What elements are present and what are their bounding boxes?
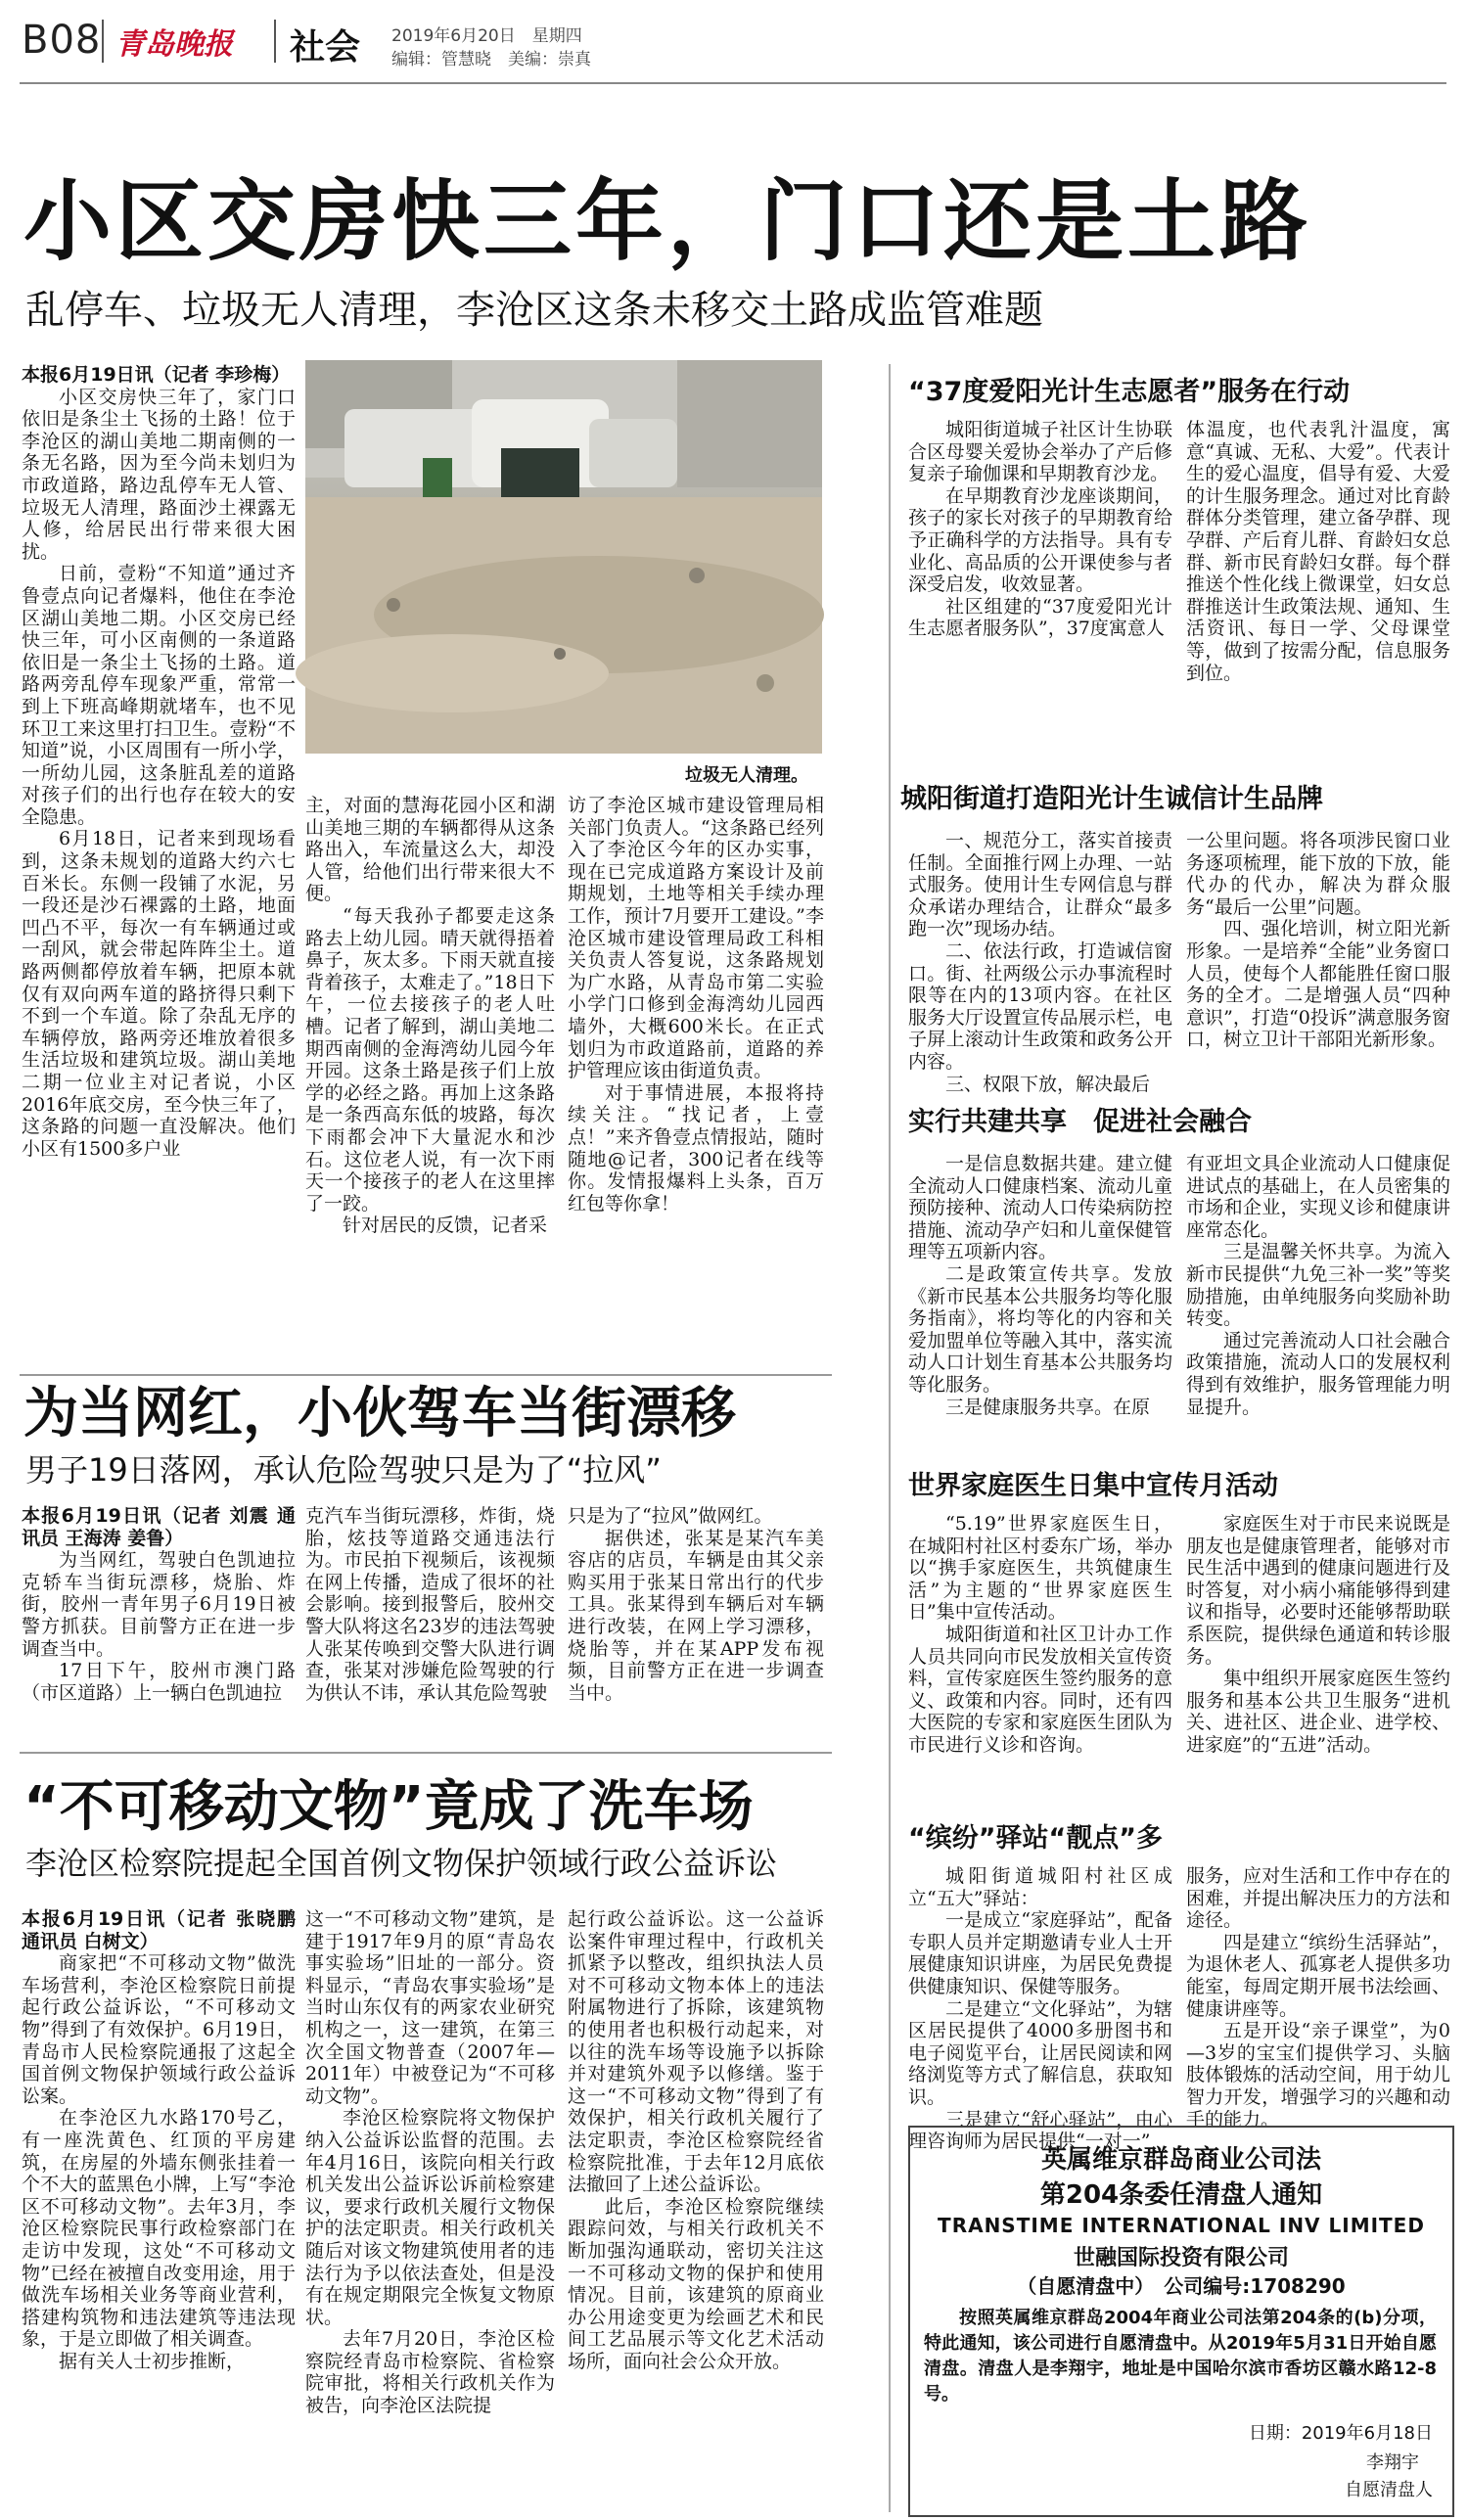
right-story2-title: 城阳街道打造阳光计生诚信计生品牌 [900, 784, 1323, 814]
paragraph: 三是健康服务共享。在原 [945, 1396, 1151, 1418]
paragraph: 这一“不可移动文物”建筑，是建于1917年9月的原“青岛农事实验场”旧址的一部分。资料显示，“青岛农事实验场”是当时山东仅有的两家农业研究机构之一，这一建筑，在第三次全国文物普查（2007年—2011年）中被登记为“不可移动文物”。 [305, 1908, 555, 2107]
paragraph: “每天我孙子都要走这条路去上幼儿园。晴天就得捂着鼻子，灰太多。下雨天就直接背着孩子，太难走了。”18日下午，一位去接孩子的老人吐槽。记者了解到，湖山美地二期西南侧的金海湾幼儿园今年开园。这条土路是孩子们上放学的必经之路。再加上这条路是一条西高东低的坡路，每次下雨都会冲下大量泥水和沙石。这位老人说，有一次下雨天一个接孩子的老人在这里摔了一跤。 [305, 904, 555, 1214]
paragraph: 商家把“不可移动文物”做洗车场营利，李沧区检察院日前提起行政公益诉讼，“不可移动文物”得到了有效保护。6月19日，青岛市人民检察院通报了这起全国首例文物保护领域行政公益诉讼案。 [22, 1952, 296, 2107]
paragraph: 城阳街道城阳村社区成立“五大”驿站： [908, 1865, 1172, 1909]
paragraph: 服务，应对生活和工作中存在的困难，并提出解决压力的方法和途径。 [1186, 1865, 1450, 1932]
right-story5-title: “缤纷”驿站“靓点”多 [908, 1823, 1163, 1854]
paragraph: 克汽车当街玩漂移，炸街，烧胎，炫技等道路交通违法行为。市民拍下视频后，该视频在网上传播，造成了很坏的社会影响。接到报警后，胶州交警大队将这名23岁的违法驾驶人张某传唤到交警大队进行调查，张某对涉嫌危险驾驶的行为供认不讳，承认其危险驾驶 [305, 1505, 555, 1704]
story1-column-3 [568, 795, 824, 1372]
paragraph: 在早期教育沙龙座谈期间，孩子的家长对孩子的早期教育给予正确科学的方法指导。具有专业化、高品质的公开课使参与者深受启发，收效显著。 [908, 484, 1172, 596]
paragraph: 此后，李沧区检察院继续跟踪问效，与相关行政机关不断加强沟通联动，密切关注这一不可移动文物的保护和使用情况。目前，该建筑的原商业办公用途变更为绘画艺术和民间工艺品展示等文化艺术活动场所，面向社会公众开放。 [568, 2195, 824, 2372]
notice-title-2: 第204条委任清盘人通知 [1039, 2180, 1323, 2210]
story1-column-2 [305, 795, 555, 1372]
byline: 本报6月19日讯（记者 张晓鹏 通讯员 白树文） [22, 1908, 296, 1952]
story3-headline: “不可移动文物”竟成了洗车场 [23, 1775, 754, 1839]
notice-title-1: 英属维京群岛商业公司法 [1040, 2145, 1321, 2175]
issue-date: 2019年6月20日 星期四 [391, 26, 582, 46]
paragraph: 城阳街道城子社区计生协联合区母婴关爱协会举办了产后修复亲子瑜伽课和早期教育沙龙。 [908, 419, 1172, 485]
paragraph: 只是为了“拉风”做网红。 [568, 1505, 773, 1527]
photo-illustration [305, 360, 822, 754]
paragraph: 据有关人士初步推断， [59, 2350, 246, 2372]
paragraph: 通过完善流动人口社会融合政策措施，流动人口的发展权利得到有效维护，服务管理能力明显提升。 [1186, 1329, 1450, 1418]
story3-column-2 [305, 1908, 555, 2515]
section-name: 社会 [290, 27, 361, 68]
paragraph: 访了李沧区城市建设管理局相关部门负责人。“这条路已经列入了李沧区今年的区办实事，现在已完成道路方案设计及前期规划，土地等相关手续办理工作，预计7月要开工建设。”李沧区城市建设管理局政工科相关负责人答复说，这条路规划为广水路，从青岛市第二实验小学门口修到金海湾幼儿园西墙外，大概600米长。在正式划归为市政道路前，道路的养护管理应该由街道负责。 [568, 795, 824, 1082]
byline: 本报6月19日讯（记者 刘震 通讯员 王海涛 姜鲁） [22, 1505, 296, 1549]
paragraph: 四是建立“缤纷生活驿站”，为退休老人、孤寡老人提供多功能室，每周定期开展书法绘画、健康讲座等。 [1186, 1931, 1450, 2020]
story3-subheadline: 李沧区检察院提起全国首例文物保护领域行政公益诉讼 [25, 1845, 778, 1882]
story-rule [20, 1374, 832, 1376]
column-divider [889, 364, 891, 2512]
right-story3-title: 实行共建共享 促进社会融合 [908, 1107, 1252, 1137]
paragraph: 家庭医生对于市民来说既是朋友也是健康管理者，能够对市民生活中遇到的健康问题进行及时答复，对小病小痛能够得到建议和指导，必要时还能够帮助联系医院，提供绿色通道和转诊服务。 [1186, 1513, 1450, 1668]
trash-road-photo [305, 360, 822, 754]
story2-subheadline: 男子19日落网，承认危险驾驶只是为了“拉风” [25, 1451, 662, 1489]
paragraph: 五是开设“亲子课堂”，为0—3岁的宝宝们提供学习、头脑肢体锻炼的活动空间，用于幼儿智力开发，增强学习的兴趣和动手的能力。 [1186, 2020, 1450, 2131]
page-number: B08 [22, 18, 102, 63]
paragraph: 二、依法行政，打造诚信窗口。街、社两级公示办事流程时限等在内的13项内容。在社区服务大厅设置宣传品展示栏，电子屏上滚动计生政策和政务公开内容。 [908, 939, 1172, 1073]
paragraph: 一公里问题。将各项涉民窗口业务逐项梳理，能下放的下放，能代办的代办，解决为群众服务“最后一公里”问题。 [1186, 830, 1450, 918]
notice-date: 日期：2019年6月18日 [1248, 2423, 1433, 2444]
newspaper-logo: 青岛晚报 [115, 27, 233, 62]
story3-column-3 [568, 1908, 824, 2515]
right-story2-col1 [908, 830, 1172, 1095]
right-story3-col1 [908, 1153, 1172, 1446]
liquidation-notice [908, 2126, 1454, 2517]
story3-column-1 [22, 1908, 296, 2515]
story1-column-1 [22, 364, 296, 1372]
paragraph: 为当网红，驾驶白色凯迪拉克轿车当街玩漂移，烧胎、炸街，胶州一青年男子6月19日被警方抓获。目前警方正在进一步调查当中。 [22, 1549, 296, 1660]
notice-body: 按照英属维京群岛2004年商业公司法第204条的(b)分项，特此通知，该公司进行自愿清盘中。从2019年5月31日开始自愿清盘。清盘人是李翔宇，地址是中国哈尔滨市香坊区赣水路12-8号。 [924, 2308, 1437, 2405]
story2-column-3 [568, 1505, 824, 1740]
subheadline: 乱停车、垃圾无人清理，李沧区这条未移交土路成监管难题 [25, 288, 1043, 333]
company-english-name: TRANSTIME INTERNATIONAL INV LIMITED [938, 2214, 1425, 2237]
story2-column-1 [22, 1505, 296, 1740]
story2-column-2 [305, 1505, 555, 1740]
divider [102, 20, 104, 63]
company-chinese-name: 世融国际投资有限公司 [1073, 2246, 1289, 2270]
paragraph: 日前，壹粉“不知道”通过齐鲁壹点向记者爆料，他住在李沧区湖山美地二期。小区交房已经快三年，可小区南侧的一条道路依旧是一条尘土飞扬的土路。道路两旁乱停车现象严重，常常一到上下班高峰期就堵车，也不见环卫工来这里打扫卫生。壹粉“不知道”说，小区周围有一所小学，一所幼儿园，这条脏乱差的道路对孩子们的出行也存在较大的安全隐患。 [22, 563, 296, 828]
paragraph: 一是成立“家庭驿站”，配备专职人员并定期邀请专业人士开展健康知识讲座，为居民免费提供健康知识、保健等服务。 [908, 1909, 1172, 1997]
right-story1-title: “37度爱阳光计生志愿者”服务在行动 [908, 377, 1351, 407]
divider [274, 20, 276, 63]
right-story2-col2 [1186, 830, 1450, 1089]
liquidator-role: 自愿清盘人 [1345, 2480, 1433, 2500]
paragraph: 一是信息数据共建。建立健全流动人口健康档案、流动儿童预防接种、流动人口传染病防控措施、流动孕产妇和儿童保健管理等五项新内容。 [908, 1153, 1172, 1263]
paragraph: 去年7月20日，李沧区检察院经青岛市检察院、省检察院审批，将相关行政机关作为被告，向李沧区法院提 [305, 2328, 555, 2417]
paragraph: 城阳街道和社区卫计办工作人员共同向市民发放相关宣传资料，宣传家庭医生签约服务的意义、政策和内容。同时，还有四大医院的专家和家庭医生团队为市民进行义诊和咨询。 [908, 1623, 1172, 1756]
paragraph: 据供述，张某是某汽车美容店的店员，车辆是由其父亲购买用于张某日常出行的代步工具。张某得到车辆后对车辆进行改装，在网上学习漂移，烧胎等，并在某APP发布视频，目前警方正在进一步调查当中。 [568, 1527, 824, 1704]
paragraph: 体温度，也代表乳汁温度，寓意“真诚、无私、大爱”。代表计生的爱心温度，倡导有爱、大爱的计生服务理念。通过对比育龄群体分类管理，建立备孕群、现孕群、产后育儿群、育龄妇女总群、新市民育龄妇女群。每个群推送个性化线上微课堂，妇女总群推送计生政策法规、通知、生活资讯、每日一学、父母课堂等，做到了按需分配，信息服务到位。 [1186, 419, 1450, 684]
story-rule [20, 1752, 832, 1754]
paragraph: 小区交房快三年了，家门口依旧是条尘土飞扬的土路！位于李沧区的湖山美地二期南侧的一条无名路，因为至今尚未划归为市政道路，路边乱停车无人管、垃圾无人清理，路面沙土裸露无人修，给居民出行带来很大困扰。 [22, 386, 296, 563]
story2-headline: 为当网红，小伙驾车当街漂移 [23, 1382, 736, 1445]
paragraph: 三是温馨关怀共享。为流入新市民提供“九免三补一奖”等奖励措施，由单纯服务向奖励补助转变。 [1186, 1241, 1450, 1330]
headline: 小区交房快三年，门口还是土路 [23, 170, 1311, 273]
paragraph: 有亚坦文具企业流动人口健康促进试点的基础上，在人员密集的市场和企业，实现义诊和健康讲座常态化。 [1186, 1153, 1450, 1241]
paragraph: 主，对面的慧海花园小区和湖山美地三期的车辆都得从这条路出入，车流量这么大，却没人管，给他们出行带来很大不便。 [305, 795, 555, 905]
company-number: （自愿清盘中） 公司编号:1708290 [1017, 2274, 1346, 2298]
right-story1-col1 [908, 419, 1172, 756]
header-rule [20, 82, 1446, 84]
right-story5-col2 [1186, 1865, 1450, 2131]
paragraph: 对于事情进展，本报将持续关注。“找记者，上壹点！”来齐鲁壹点情报站，随时随地@记者，300记者在线等你。发情报爆料上头条，百万红包等你拿！ [568, 1081, 824, 1214]
right-story4-col1 [908, 1513, 1172, 1807]
paragraph: 二是政策宣传共享。发放《新市民基本公共服务均等化服务指南》，将均等化的内容和关爱加盟单位等融入其中，落实流动人口计划生育基本公共服务均等化服务。 [908, 1262, 1172, 1396]
liquidator-name: 李翔宇 [1366, 2452, 1419, 2473]
paragraph: 李沧区检察院将文物保护纳入公益诉讼监督的范围。去年4月16日，该院向相关行政机关发出公益诉讼诉前检察建议，要求行政机关履行文物保护的法定职责。相关行政机关随后对该文物建筑使用者的违法行为予以依法查处，但是没有在规定期限完全恢复文物原状。 [305, 2107, 555, 2328]
paragraph: 四、强化培训，树立阳光新形象。一是培养“全能”业务窗口人员，使每个人都能胜任窗口服务的全才。二是增强人员“四种意识”，打造“0投诉”满意服务窗口，树立卫计干部阳光新形象。 [1186, 918, 1450, 1051]
paragraph: 三是建立“舒心驿站”，由心理咨询师为居民提供“一对一” [908, 2108, 1172, 2153]
paragraph: 在李沧区九水路170号乙，有一座洗黄色、红顶的平房建筑，在房屋的外墙东侧张挂着一个不大的蓝黑色小牌，上写“李沧区不可移动文物”。去年3月，李沧区检察院民事行政检察部门在走访中发现，这处“不可移动文物”已经在被擅自改变用途，用于做洗车场相关业务等商业营利，搭建构筑物和违法建筑等违法现象，于是立即做了相关调查。 [22, 2107, 296, 2351]
right-story1-col2 [1186, 419, 1450, 756]
paragraph: 集中组织开展家庭医生签约服务和基本公共卫生服务“进机关、进社区、进企业、进学校、进家庭”的“五进”活动。 [1186, 1668, 1450, 1756]
paragraph: 起行政公益诉讼。这一公益诉讼案件审理过程中，行政机关抓紧予以整改，组织执法人员对不可移动文物本体上的违法附属物进行了拆除，该建筑物的使用者也积极行动起来，对以往的洗车场等设施予以拆除并对建筑外观予以修缮。鉴于这一“不可移动文物”得到了有效保护，相关行政机关履行了法定职责，李沧区检察院经省检察院批准，于去年12月底依法撤回了上述公益诉讼。 [568, 1908, 824, 2196]
right-story4-title: 世界家庭医生日集中宣传月活动 [908, 1471, 1278, 1501]
paragraph: 17日下午，胶州市澳门路（市区道路）上一辆白色凯迪拉 [22, 1660, 296, 1704]
paragraph: 二是建立“文化驿站”，为辖区居民提供了4000多册图书和电子阅览平台，让居民阅读和网络浏览等方式了解信息，获取知识。 [908, 1997, 1172, 2108]
right-story4-col2 [1186, 1513, 1450, 1807]
right-story5-col1 [908, 1865, 1172, 2153]
editors: 编辑：管慧晓 美编：崇真 [391, 50, 591, 69]
paragraph: “5.19”世界家庭医生日，在城阳村社区村委东广场，举办以“携手家庭医生，共筑健康生活”为主题的“世界家庭医生日”集中宣传活动。 [908, 1513, 1172, 1624]
right-story3-col2 [1186, 1153, 1450, 1446]
byline: 本报6月19日讯（记者 李珍梅） [22, 364, 291, 386]
paragraph: 针对居民的反馈，记者采 [343, 1214, 548, 1237]
paragraph: 6月18日，记者来到现场看到，这条未规划的道路大约六七百米长。东侧一段铺了水泥，另一段还是沙石裸露的土路，地面凹凸不平，每次一有车辆通过或一刮风，就会带起阵阵尘土。道路两侧都停放着车辆，把原本就仅有双向两车道的路挤得只剩下不到一个车道。除了杂乱无序的车辆停放，路两旁还堆放着很多生活垃圾和建筑垃圾。湖山美地二期一位业主对记者说，小区2016年底交房，至今快三年了，这条路的问题一直没解决。他们小区有1500多户业 [22, 828, 296, 1160]
paragraph: 社区组建的“37度爱阳光计生志愿者服务队”，37度寓意人 [908, 595, 1172, 640]
photo-caption: 垃圾无人清理。 [685, 765, 808, 786]
paragraph: 一、规范分工，落实首接责任制。全面推行网上办理、一站式服务。使用计生专网信息与群众承诺办理结合，让群众“最多跑一次”现场办结。 [908, 830, 1172, 940]
paragraph: 三、权限下放，解决最后 [945, 1073, 1151, 1095]
